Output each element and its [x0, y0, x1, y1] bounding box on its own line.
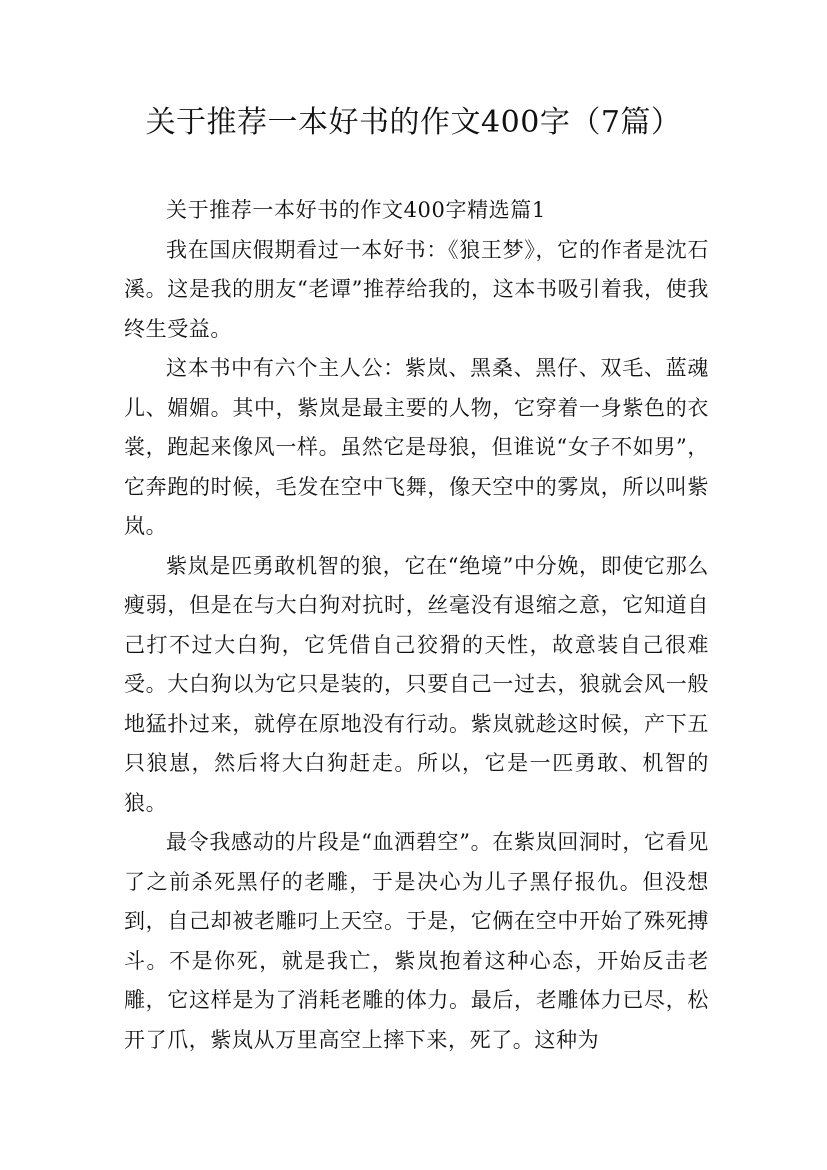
paragraph-2: 这本书中有六个主人公：紫岚、黑桑、黑仔、双毛、蓝魂儿、媚媚。其中，紫岚是最主要的人物，它穿着一身紫色的衣裳，跑起来像风一样。虽然它是母狼，但谁说“女子不如男”，它奔跑的时候，毛发在空中飞舞，像天空中的雾岚，所以叫紫岚。: [124, 356, 709, 538]
document-body: [124, 191, 709, 1060]
document-title: 关于推荐一本好书的作文400字（7篇）: [145, 105, 682, 140]
paragraph-4: 最令我感动的片段是“血洒碧空”。在紫岚回洞时，它看见了之前杀死黑仔的老雕，于是决心为儿子黑仔报仇。但没想到，自己却被老雕叼上天空。于是，它俩在空中开始了殊死搏斗。不是你死，就是我亡，紫岚抱着这种心态，开始反击老雕，它这样是为了消耗老雕的体力。最后，老雕体力已尽，松开了爪，紫岚从万里高空上摔下来，死了。这种为: [124, 830, 709, 1052]
section-heading: 关于推荐一本好书的作文400字精选篇1: [166, 198, 546, 222]
paragraph-1: 我在国庆假期看过一本好书：《狼王梦》，它的作者是沈石溪。这是我的朋友“老谭”推荐给我的，这本书吸引着我，使我终生受益。: [124, 237, 709, 341]
paragraph-3: 紫岚是匹勇敢机智的狼，它在“绝境”中分娩，即使它那么瘦弱，但是在与大白狗对抗时，丝毫没有退缩之意，它知道自己打不过大白狗，它凭借自己狡猾的天性，故意装自己很难受。大白狗以为它只是装的，只要自己一过去，狼就会风一般地猛扑过来，就停在原地没有行动。紫岚就趁这时候，产下五只狼崽，然后将大白狗赶走。所以，它是一匹勇敢、机智的狼。: [124, 553, 709, 815]
